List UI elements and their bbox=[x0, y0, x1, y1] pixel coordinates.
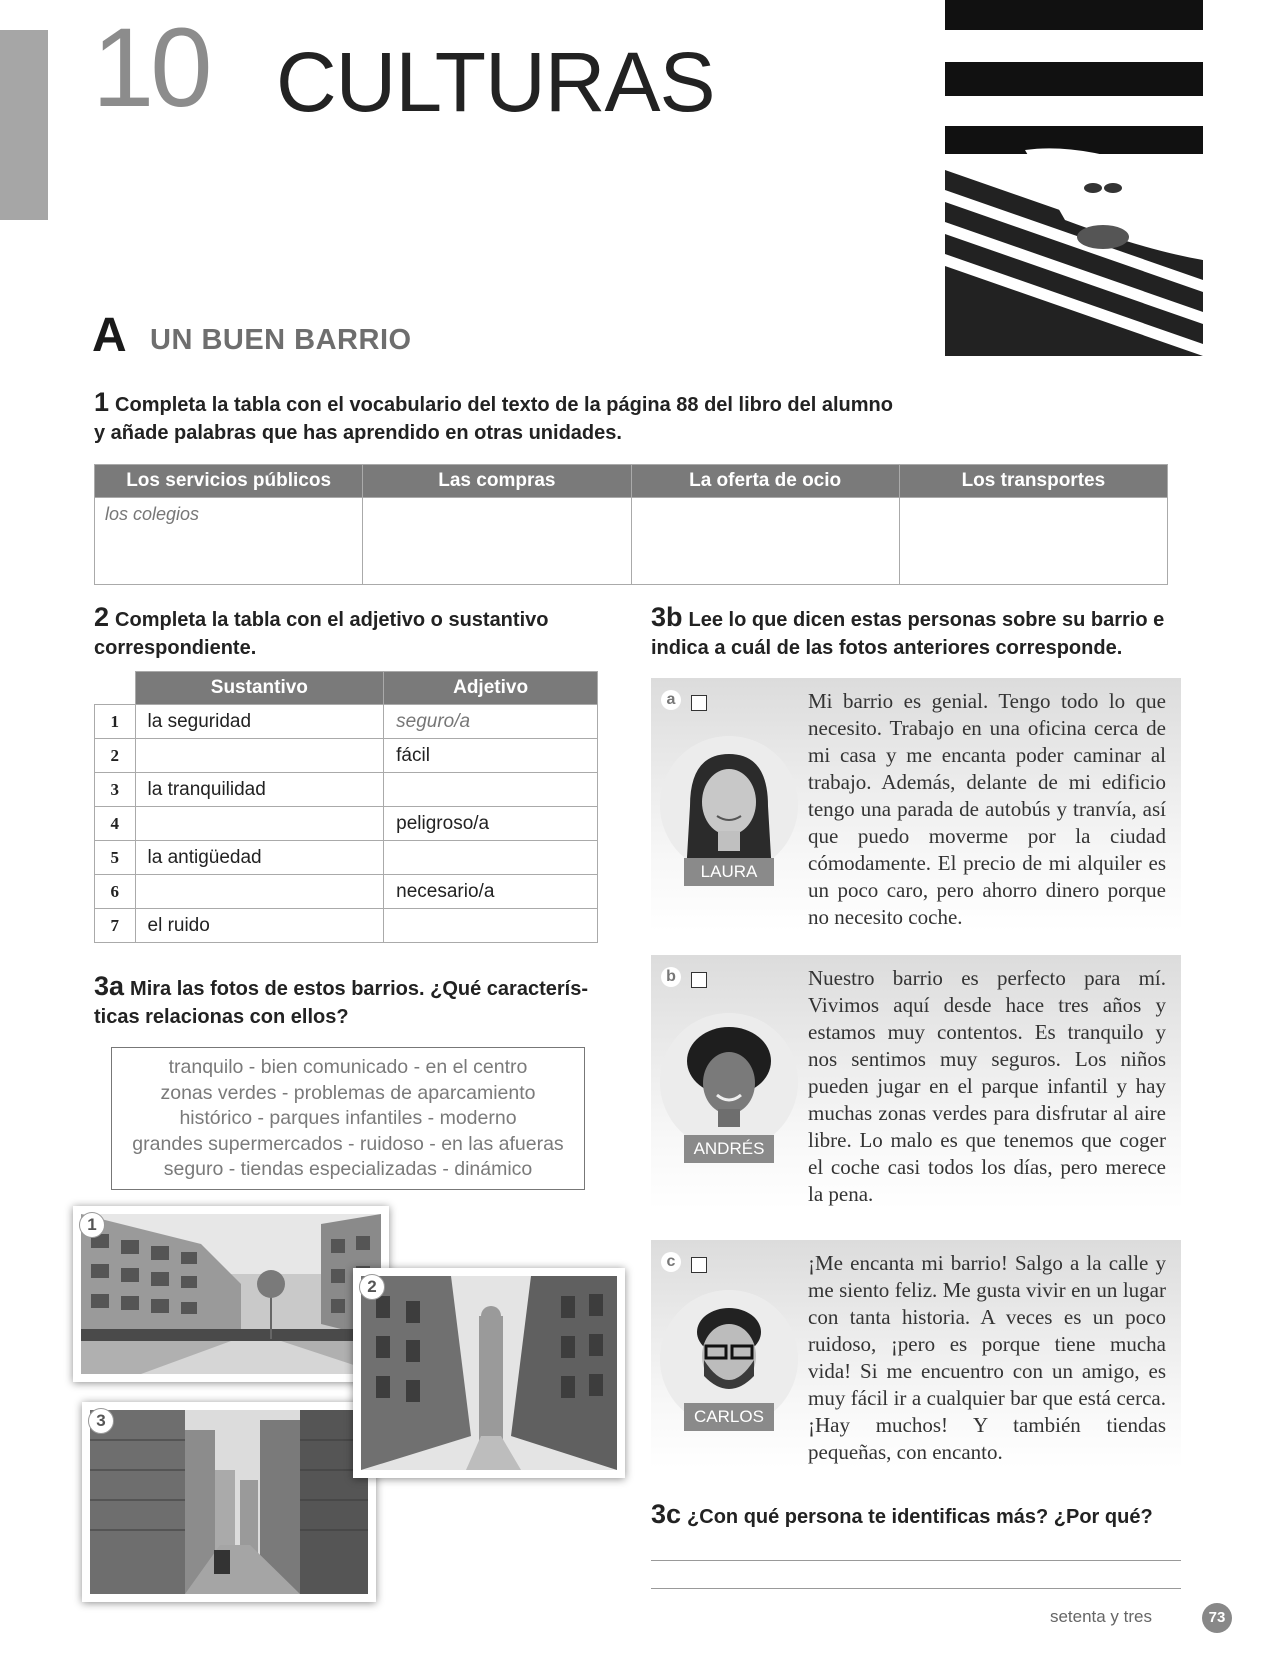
neighborhood-photo-2 bbox=[353, 1268, 625, 1478]
row-number: 1 bbox=[95, 705, 136, 739]
column-header: Los servicios públicos bbox=[95, 465, 363, 498]
card-letter: a bbox=[661, 690, 681, 710]
person-name: LAURA bbox=[684, 858, 774, 886]
person-name: ANDRÉS bbox=[684, 1135, 774, 1163]
avatar bbox=[660, 736, 798, 874]
noun-cell[interactable] bbox=[135, 875, 384, 909]
exercise-number: 1 bbox=[94, 387, 110, 417]
table-row bbox=[95, 909, 598, 943]
adjective-cell[interactable] bbox=[384, 909, 598, 943]
exercise-2-instruction: 2 Completa la tabla con el adjetivo o sustantivo correspondiente. bbox=[94, 602, 549, 659]
noun-cell[interactable] bbox=[135, 739, 384, 773]
noun-cell[interactable]: la tranquilidad bbox=[135, 773, 384, 807]
neighborhood-photo-1 bbox=[73, 1206, 389, 1382]
word-bank-line: tranquilo - bien comunicado - en el centro bbox=[168, 1056, 528, 1078]
neighborhood-photo-3 bbox=[82, 1402, 376, 1602]
exercise-1-instruction: 1 Completa la tabla con el vocabulario del texto de la página 88 del libro del alumno y añade palabras que has aprendido en otras unidades. bbox=[94, 387, 893, 444]
adjective-cell[interactable]: fácil bbox=[384, 739, 598, 773]
noun-cell[interactable]: el ruido bbox=[135, 909, 384, 943]
testimony-text: Nuestro barrio es perfecto para mí. Vivimos aquí desde hace tres años y estamos muy contentos. Es tranquilo y nos sentimos muy seguros. Los niños pueden jugar en el parque infantil y hay muchas zonas verdes para disfrutar al aire libre. Lo malo es que tenemos que coger el coche casi todos los días, pero merece la pena. bbox=[808, 966, 1166, 1206]
column-header: Sustantivo bbox=[135, 672, 384, 705]
corner-photo bbox=[945, 0, 1203, 356]
exercise-3c-instruction: 3c ¿Con qué persona te identificas más? ¿Por qué? bbox=[651, 1499, 1153, 1529]
answer-cell[interactable] bbox=[899, 498, 1167, 585]
adjective-cell[interactable]: necesario/a bbox=[384, 875, 598, 909]
answer-line[interactable] bbox=[651, 1588, 1181, 1589]
person-name: CARLOS bbox=[684, 1403, 774, 1431]
unit-title: CULTURAS bbox=[276, 35, 715, 129]
adjective-cell[interactable]: peligroso/a bbox=[384, 807, 598, 841]
testimony-text: Mi barrio es genial. Tengo todo lo que necesito. Trabajo en una oficina cerca de mi casa y me encanta poder caminar al trabajo. Además, delante de mi edificio tengo una parada de autobús y tranvía, así que puedo moverme por la ciudad cómodamente. El precio de mi alquiler es un poco caro, pero ahorro dinero porque no necesito coche. bbox=[808, 689, 1166, 929]
adjective-cell[interactable] bbox=[384, 773, 598, 807]
word-bank-line: seguro - tiendas especializadas - dinámico bbox=[163, 1158, 533, 1180]
exercise-3b-instruction: 3b Lee lo que dicen estas personas sobre su barrio e indica a cuál de las fotos anteriores corresponde. bbox=[651, 602, 1165, 659]
answer-checkbox[interactable] bbox=[691, 972, 707, 988]
word-bank-line: zonas verdes - problemas de aparcamiento bbox=[160, 1081, 536, 1104]
answer-cell[interactable]: los colegios bbox=[95, 498, 363, 585]
row-number: 2 bbox=[95, 739, 136, 773]
table-row bbox=[95, 739, 598, 773]
card-letter: b bbox=[661, 967, 681, 987]
noun-cell[interactable]: la antigüedad bbox=[135, 841, 384, 875]
row-number: 5 bbox=[95, 841, 136, 875]
vocabulary-table bbox=[94, 464, 1168, 585]
word-bank bbox=[111, 1047, 585, 1190]
row-number: 3 bbox=[95, 773, 136, 807]
column-header: Las compras bbox=[363, 465, 631, 498]
answer-checkbox[interactable] bbox=[691, 695, 707, 711]
photo-number: 3 bbox=[88, 1408, 114, 1434]
noun-cell[interactable] bbox=[135, 807, 384, 841]
row-number: 6 bbox=[95, 875, 136, 909]
testimony-card-c bbox=[651, 1240, 1181, 1468]
word-bank-line: grandes supermercados - ruidoso - en las afueras bbox=[132, 1132, 564, 1155]
page-number-badge: 73 bbox=[1202, 1603, 1232, 1633]
table-row bbox=[95, 807, 598, 841]
testimony-text: ¡Me encanta mi barrio! Salgo a la calle y me siento feliz. Me gusta vivir en un lugar con tanta historia. A veces es un poco ruidoso, ¡pero es porque tiene mucha vida! Si me encuentro con un amigo, es muy fácil ir a cualquier bar que está cerca. ¡Hay muchos! Y también tiendas pequeñas, con encanto. bbox=[808, 1251, 1166, 1464]
noun-adjective-table bbox=[94, 671, 598, 943]
table-row bbox=[95, 773, 598, 807]
exercise-number: 3a bbox=[94, 971, 125, 1001]
answer-cell[interactable] bbox=[363, 498, 631, 585]
section-letter: A bbox=[92, 309, 127, 362]
avatar bbox=[660, 1013, 798, 1151]
testimony-card-b bbox=[651, 955, 1181, 1209]
photo-number: 1 bbox=[79, 1212, 105, 1238]
table-row bbox=[95, 841, 598, 875]
column-header: Los transportes bbox=[899, 465, 1167, 498]
row-number: 4 bbox=[95, 807, 136, 841]
column-header: La oferta de ocio bbox=[631, 465, 899, 498]
adjective-cell[interactable]: seguro/a bbox=[384, 705, 598, 739]
word-bank-line: histórico - parques infantiles - moderno bbox=[179, 1107, 517, 1129]
adjective-cell[interactable] bbox=[384, 841, 598, 875]
unit-color-bar bbox=[0, 30, 48, 220]
table-row bbox=[95, 705, 598, 739]
exercise-number: 3b bbox=[651, 602, 683, 632]
section-title: UN BUEN BARRIO bbox=[150, 324, 412, 356]
card-letter: c bbox=[661, 1252, 681, 1272]
answer-cell[interactable] bbox=[631, 498, 899, 585]
exercise-number: 2 bbox=[94, 602, 110, 632]
column-header: Adjetivo bbox=[384, 672, 598, 705]
answer-checkbox[interactable] bbox=[691, 1257, 707, 1273]
page-number-words: setenta y tres bbox=[1049, 1607, 1152, 1626]
row-number: 7 bbox=[95, 909, 136, 943]
exercise-number: 3c bbox=[651, 1499, 682, 1529]
table-row bbox=[95, 875, 598, 909]
testimony-card-a bbox=[651, 678, 1181, 932]
unit-number: 10 bbox=[92, 5, 209, 130]
photo-number: 2 bbox=[359, 1274, 385, 1300]
answer-line[interactable] bbox=[651, 1560, 1181, 1561]
exercise-3a-instruction: 3a Mira las fotos de estos barrios. ¿Qué características relacionas con ellos? bbox=[94, 971, 588, 1028]
noun-cell[interactable]: la seguridad bbox=[135, 705, 384, 739]
